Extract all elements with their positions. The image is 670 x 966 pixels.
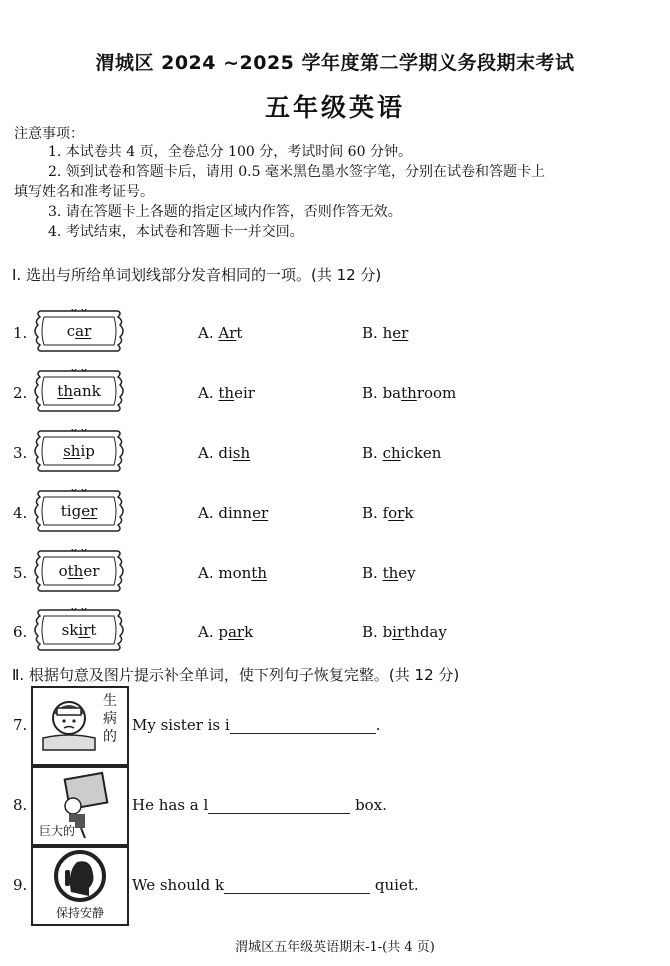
option-a[interactable] [198, 384, 255, 402]
question-number: 1. [13, 324, 28, 342]
underlined-part: th [382, 564, 399, 582]
sentence-9 [132, 876, 419, 894]
notice-item: 4. 考试结束，本试卷和答题卡一并交回。 [48, 224, 304, 240]
sentence-text: He has a l [132, 796, 209, 814]
underlined-part: ar [75, 322, 92, 340]
sentence-text: box. [350, 796, 387, 814]
notice-item: 3. 请在答题卡上各题的指定区域内作答，否则作答无效。 [48, 204, 402, 220]
underlined-part: er [392, 324, 409, 342]
word-part: dinn [218, 504, 253, 522]
option-label: A. [198, 324, 219, 342]
question-number: 6. [13, 623, 28, 641]
option-a[interactable] [198, 564, 267, 582]
word-part: p [218, 623, 228, 641]
option-b[interactable] [362, 324, 408, 342]
underlined-part: er [81, 502, 98, 520]
sentence-7 [132, 716, 380, 734]
hint-label: 保持安静 [55, 906, 104, 920]
word-part: ip [80, 442, 95, 460]
question-number: 4. [13, 504, 28, 522]
answer-blank[interactable] [230, 717, 376, 734]
page-footer: 渭城区五年级英语期末-1-(共 4 页) [235, 940, 435, 955]
section-2-heading: Ⅱ. 根据句意及图片提示补全单词，使下列句子恢复完整。(共 12 分) [12, 666, 460, 684]
option-b[interactable] [362, 623, 447, 641]
option-label: B. [362, 444, 383, 462]
word-part: icken [400, 444, 442, 462]
option-label: A. [198, 623, 219, 641]
target-word [32, 382, 126, 400]
word-part: er [83, 562, 100, 580]
answer-blank[interactable] [208, 797, 350, 814]
notice-item: 填写姓名和准考证号。 [14, 184, 154, 200]
word-plaque [32, 309, 126, 353]
word-part: t [90, 621, 97, 639]
option-label: B. [362, 324, 383, 342]
underlined-part: th [57, 382, 73, 400]
picture-hint-quiet [31, 846, 129, 926]
question-number: 3. [13, 444, 28, 462]
underlined-part: ch [382, 444, 401, 462]
sentence-text: My sister is i [132, 716, 230, 734]
option-label: B. [362, 384, 383, 402]
word-part: tig [60, 502, 82, 520]
underlined-part: th [251, 564, 267, 582]
word-part: ba [382, 384, 402, 402]
sentence-text: quiet. [370, 876, 419, 894]
target-word [32, 442, 126, 460]
option-label: B. [362, 504, 383, 522]
underlined-part: th [67, 562, 84, 580]
word-plaque [32, 489, 126, 533]
option-a[interactable] [198, 444, 250, 462]
underlined-part: or [388, 504, 405, 522]
option-label: B. [362, 564, 383, 582]
target-word [32, 562, 126, 580]
word-plaque [32, 369, 126, 413]
hint-label: 巨大的 [39, 824, 76, 838]
question-number: 2. [13, 384, 28, 402]
word-part: f [382, 504, 389, 522]
target-word [32, 621, 126, 639]
word-part: o [58, 562, 68, 580]
option-label: A. [198, 384, 219, 402]
word-part: k [404, 504, 414, 522]
option-b[interactable] [362, 504, 413, 522]
word-part: k [244, 623, 254, 641]
word-plaque [32, 549, 126, 593]
word-part: sk [61, 621, 79, 639]
option-a[interactable] [198, 324, 242, 342]
exam-title: 渭城区 2024 ~2025 学年度第二学期义务段期末考试 [95, 52, 575, 74]
word-plaque [32, 429, 126, 473]
sentence-text: We should k [132, 876, 225, 894]
option-b[interactable] [362, 384, 456, 402]
underlined-part: sh [63, 442, 81, 460]
question-number: 7. [13, 716, 28, 734]
notice-item: 2. 领到试卷和答题卡后，请用 0.5 毫米黑色墨水签字笔，分别在试卷和答题卡上 [48, 164, 545, 180]
word-part: ey [398, 564, 416, 582]
word-plaque [32, 608, 126, 652]
underlined-part: sh [232, 444, 251, 462]
option-label: A. [198, 564, 219, 582]
target-word [32, 322, 126, 340]
option-b[interactable] [362, 564, 416, 582]
question-number: 8. [13, 796, 28, 814]
question-number: 9. [13, 876, 28, 894]
sentence-text: . [375, 716, 381, 734]
underlined-part: ir [78, 621, 91, 639]
underlined-part: th [401, 384, 417, 402]
option-a[interactable] [198, 623, 253, 641]
word-part: ank [73, 382, 101, 400]
option-label: B. [362, 623, 383, 641]
option-label: A. [198, 444, 219, 462]
option-b[interactable] [362, 444, 441, 462]
answer-blank[interactable] [224, 877, 370, 894]
word-part: h [382, 324, 393, 342]
target-word [32, 502, 126, 520]
option-a[interactable] [198, 504, 268, 522]
word-part: thday [404, 623, 447, 641]
picture-hint-large [31, 766, 129, 846]
section-1-heading: Ⅰ. 选出与所给单词划线部分发音相同的一项。(共 12 分) [12, 266, 382, 284]
hint-label: 生病的 [103, 693, 117, 745]
exam-subtitle: 五年级英语 [264, 93, 405, 122]
underlined-part: th [218, 384, 235, 402]
underlined-part: Ar [218, 324, 237, 342]
word-part: eir [234, 384, 255, 402]
question-number: 5. [13, 564, 28, 582]
word-part: b [382, 623, 393, 641]
word-part: di [218, 444, 233, 462]
picture-hint-sick [31, 686, 129, 766]
underlined-part: er [252, 504, 269, 522]
underlined-part: ar [227, 623, 245, 641]
underlined-part: ir [392, 623, 405, 641]
notice-heading: 注意事项： [14, 126, 84, 142]
notice-item: 1. 本试卷共 4 页，全卷总分 100 分，考试时间 60 分钟。 [48, 144, 412, 160]
word-part: mon [218, 564, 252, 582]
word-part: c [66, 322, 76, 340]
option-label: A. [198, 504, 219, 522]
sentence-8 [132, 796, 387, 814]
notice-list [14, 142, 660, 242]
word-part: t [236, 324, 243, 342]
word-part: room [416, 384, 457, 402]
